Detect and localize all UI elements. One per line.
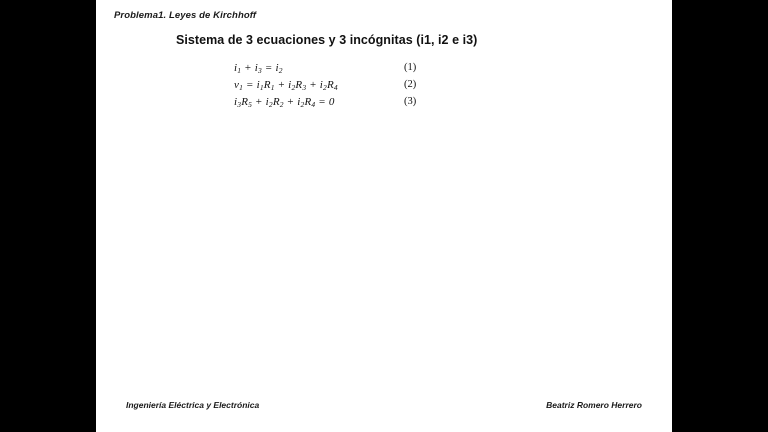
equation-number-2: (2) [404,79,417,90]
equation-row [234,96,554,113]
equation-expression-1: $i_1 + i_3 = i_2$ [234,62,283,75]
equation-row [234,62,554,79]
equation-row [234,79,554,96]
equation-expression-3: $i_3R_5 + i_2R_2 + i_2R_4 = 0$ [234,96,335,109]
letterbox-left [0,0,96,432]
page-title: Sistema de 3 ecuaciones y 3 incógnitas (i1, i2 e i3) [176,33,478,47]
equation-number-1: (1) [404,62,417,73]
footer-author: Beatriz Romero Herrero [546,400,642,410]
footer-department: Ingeniería Eléctrica y Electrónica [126,400,260,410]
equation-number-3: (3) [404,96,417,107]
letterbox-right [672,0,768,432]
slide-header: Problema1. Leyes de Kirchhoff [114,10,257,21]
equation-list [234,62,554,113]
slide-canvas [96,0,672,432]
equation-expression-2: $v_1 = i_1R_1 + i_2R_3 + i_2R_4$ [234,79,338,92]
